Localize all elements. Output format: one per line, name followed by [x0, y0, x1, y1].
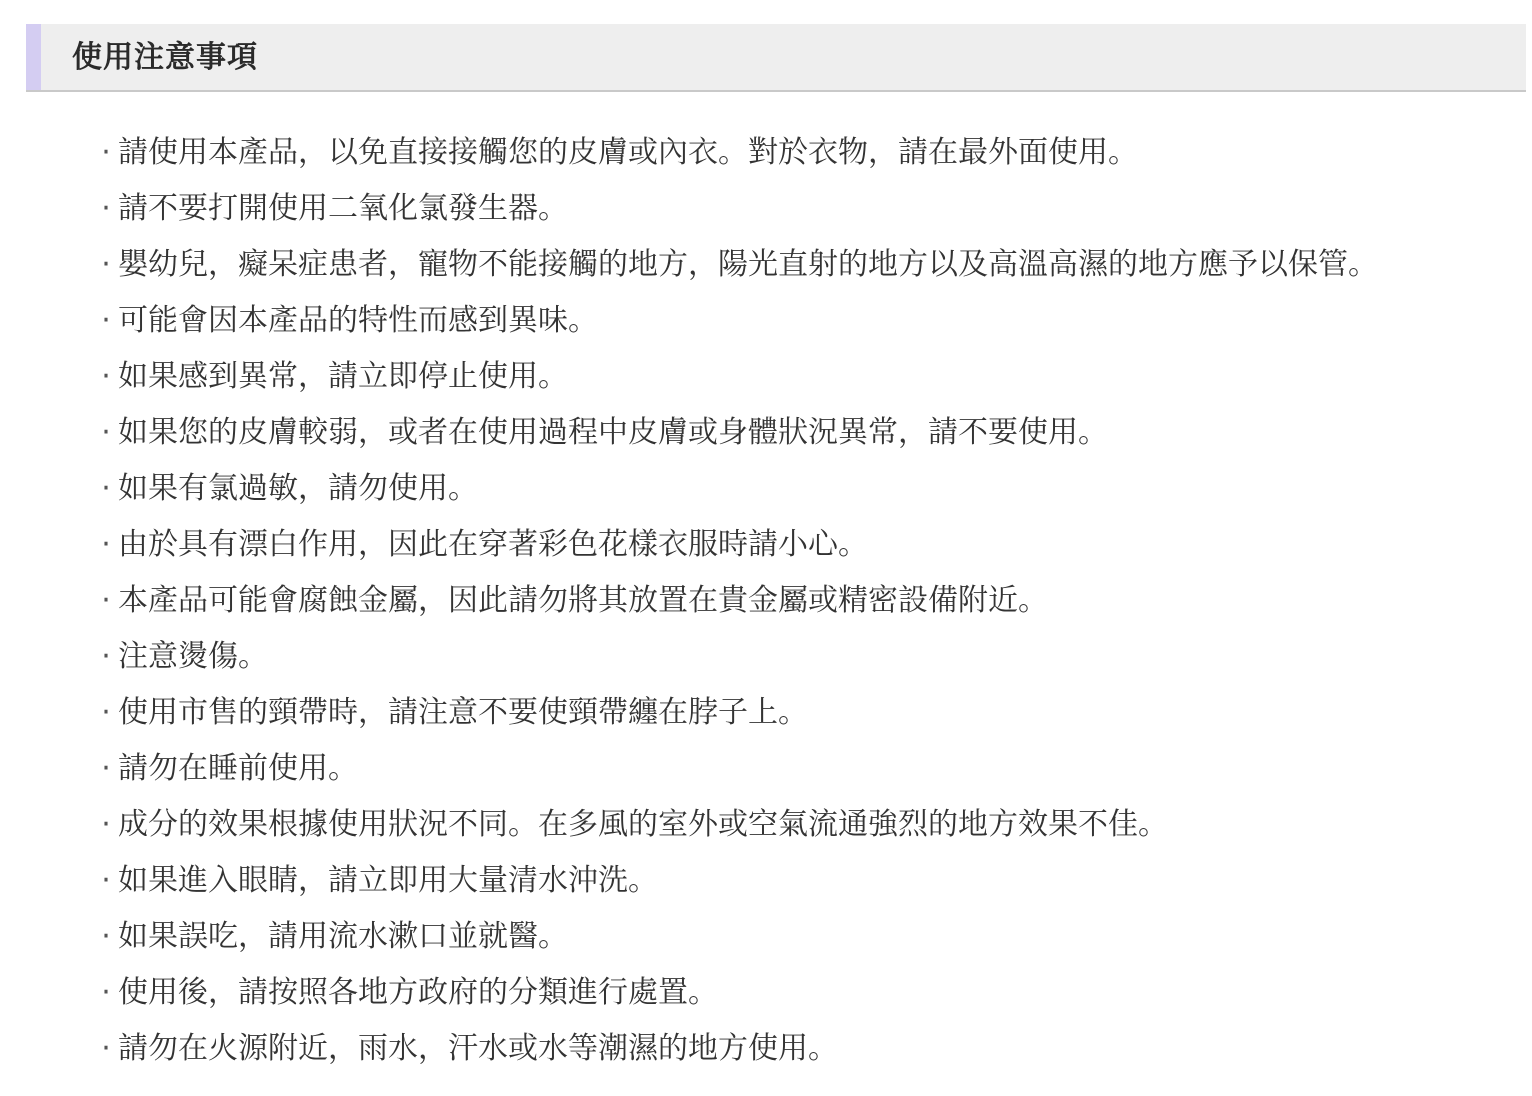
precaution-item: [94, 853, 1378, 909]
precaution-text: 請使用本產品，以免直接接觸您的皮膚或內衣。對於衣物，請在最外面使用。: [118, 135, 1138, 170]
precaution-item: [94, 293, 1378, 349]
precaution-text: 如果有氯過敏，請勿使用。: [118, 471, 478, 506]
bullet-icon: ·: [101, 975, 111, 1010]
precaution-text: 成分的效果根據使用狀況不同。在多風的室外或空氣流通強烈的地方效果不佳。: [118, 807, 1168, 842]
precaution-text: 可能會因本產品的特性而感到異味。: [118, 303, 598, 338]
precaution-text: 如果您的皮膚較弱，或者在使用過程中皮膚或身體狀況異常，請不要使用。: [118, 415, 1108, 450]
bullet-icon: ·: [101, 303, 111, 338]
precaution-item: [94, 461, 1378, 517]
bullet-icon: ·: [101, 583, 111, 618]
bullet-icon: ·: [101, 695, 111, 730]
precaution-item: [94, 909, 1378, 965]
precaution-item: [94, 349, 1378, 405]
precaution-item: [94, 517, 1378, 573]
bullet-icon: ·: [101, 191, 111, 226]
precaution-text: 本產品可能會腐蝕金屬，因此請勿將其放置在貴金屬或精密設備附近。: [118, 583, 1048, 618]
bullet-icon: ·: [101, 863, 111, 898]
section-title: 使用注意事項: [72, 40, 258, 75]
precaution-text: 如果誤吃，請用流水漱口並就醫。: [118, 919, 568, 954]
bullet-icon: ·: [101, 751, 111, 786]
bullet-icon: ·: [101, 415, 111, 450]
precaution-text: 如果進入眼睛，請立即用大量清水沖洗。: [118, 863, 658, 898]
bullet-icon: ·: [101, 135, 111, 170]
header-accent-bar: [26, 24, 41, 90]
bullet-icon: ·: [101, 807, 111, 842]
precaution-item: [94, 237, 1378, 293]
precaution-item: [94, 741, 1378, 797]
section-header: [26, 24, 1526, 92]
precaution-text: 請勿在睡前使用。: [118, 751, 358, 786]
precaution-text: 使用後，請按照各地方政府的分類進行處置。: [118, 975, 718, 1010]
precaution-item: [94, 125, 1378, 181]
bullet-icon: ·: [101, 247, 111, 282]
bullet-icon: ·: [101, 1031, 111, 1066]
precaution-item: [94, 1021, 1378, 1077]
precaution-item: [94, 965, 1378, 1021]
precaution-text: 使用市售的頸帶時，請注意不要使頸帶纏在脖子上。: [118, 695, 808, 730]
bullet-icon: ·: [101, 919, 111, 954]
precaution-item: [94, 685, 1378, 741]
precaution-item: [94, 629, 1378, 685]
bullet-icon: ·: [101, 359, 111, 394]
precaution-text: 請不要打開使用二氧化氯發生器。: [118, 191, 568, 226]
precaution-item: [94, 405, 1378, 461]
precautions-list: [94, 125, 1378, 1077]
precaution-text: 請勿在火源附近，雨水，汗水或水等潮濕的地方使用。: [118, 1031, 838, 1066]
precaution-text: 如果感到異常，請立即停止使用。: [118, 359, 568, 394]
precaution-item: [94, 573, 1378, 629]
precaution-text: 嬰幼兒，癡呆症患者，寵物不能接觸的地方，陽光直射的地方以及高溫高濕的地方應予以保管。: [118, 247, 1378, 282]
precaution-text: 注意燙傷。: [118, 639, 268, 674]
bullet-icon: ·: [101, 527, 111, 562]
precaution-text: 由於具有漂白作用，因此在穿著彩色花樣衣服時請小心。: [118, 527, 868, 562]
precaution-item: [94, 797, 1378, 853]
bullet-icon: ·: [101, 471, 111, 506]
precaution-item: [94, 181, 1378, 237]
bullet-icon: ·: [101, 639, 111, 674]
